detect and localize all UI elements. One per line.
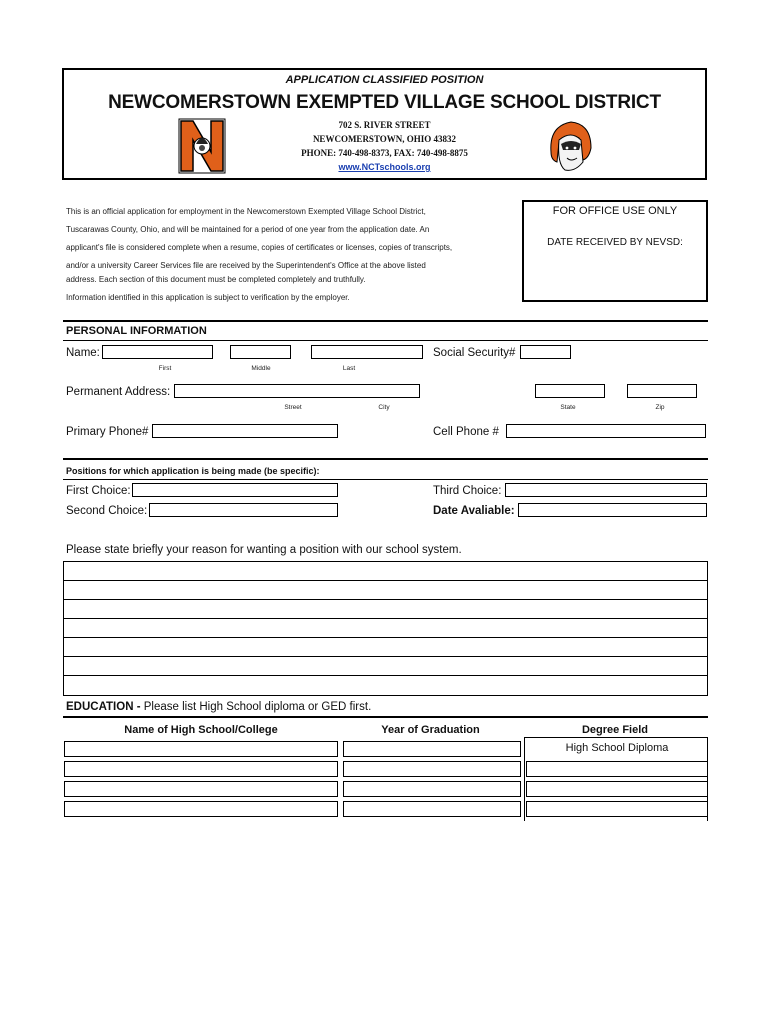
zip-caption: Zip (655, 404, 665, 411)
school-input[interactable] (64, 761, 338, 777)
year-input[interactable] (343, 801, 521, 817)
positions-title: Positions for which application is being made (be specific): (66, 466, 320, 476)
section-divider (63, 340, 708, 341)
school-input[interactable] (64, 781, 338, 797)
first-name-input[interactable] (102, 345, 213, 359)
cell-phone-input[interactable] (506, 424, 706, 438)
ssn-label: Social Security# (433, 347, 516, 359)
intro-line-1: This is an official application for employment in the Newcomerstown Exempted Village School District, (66, 207, 426, 216)
section-divider (63, 458, 708, 460)
reason-prompt: Please state briefly your reason for wanting a position with our school system. (66, 544, 462, 556)
street-caption: Street (284, 404, 302, 411)
reason-line[interactable] (64, 562, 707, 581)
intro-line-2: Tuscarawas County, Ohio, and will be maintained for a period of one year from the application date. An (66, 225, 430, 234)
reason-textarea[interactable] (63, 561, 708, 696)
address-street: 702 S. RIVER STREET (338, 120, 431, 130)
table-row (63, 759, 708, 779)
school-input[interactable] (64, 801, 338, 817)
section-divider (63, 320, 708, 322)
header-box (62, 68, 707, 180)
primary-phone-input[interactable] (152, 424, 338, 438)
name-label: Name: (66, 347, 100, 359)
section-divider (63, 479, 708, 480)
address-city: NEWCOMERSTOWN, OHIO 43832 (312, 134, 457, 144)
school-input[interactable] (64, 741, 338, 757)
intro-line-6: Information identified in this application is subject to verification by the employer. (66, 293, 350, 302)
intro-line-4: and/or a university Career Services file are received by the Superintendent's Office at the above listed (66, 261, 426, 270)
second-choice-input[interactable] (149, 503, 338, 517)
intro-line-3: applicant's file is considered complete when a resume, copies of certificates or licenses, copies of transcripts, (66, 243, 453, 252)
office-use-box (522, 200, 708, 302)
cell-phone-label: Cell Phone # (433, 426, 499, 438)
primary-phone-label: Primary Phone# (66, 426, 149, 438)
col-degree-header: Degree Field (581, 724, 649, 736)
phone-fax: PHONE: 740-498-8373, FAX: 740-498-8875 (301, 148, 468, 158)
street-input[interactable] (174, 384, 420, 398)
n-letter-logo-icon (178, 118, 226, 174)
third-choice-label: Third Choice: (433, 485, 502, 497)
reason-line[interactable] (64, 619, 707, 638)
degree-input[interactable] (526, 801, 708, 817)
reason-line[interactable] (64, 657, 707, 676)
year-input[interactable] (343, 781, 521, 797)
reason-line[interactable] (64, 581, 707, 600)
first-choice-label: First Choice: (66, 485, 131, 497)
year-input[interactable] (343, 761, 521, 777)
middle-name-input[interactable] (230, 345, 291, 359)
address-label: Permanent Address: (66, 386, 171, 398)
zip-input[interactable] (627, 384, 697, 398)
education-header-row (63, 721, 708, 739)
ssn-input[interactable] (520, 345, 571, 359)
col-year-header: Year of Graduation (381, 724, 480, 736)
intro-line-5: address. Each section of this document must be completed completely and truthfully. (66, 275, 366, 284)
education-title-bold: EDUCATION - (66, 701, 144, 713)
date-available-label: Date Avaliable: (433, 505, 515, 517)
year-input[interactable] (343, 741, 521, 757)
website-link[interactable]: www.NCTschools.org (338, 162, 431, 172)
second-choice-label: Second Choice: (66, 505, 148, 517)
district-title: NEWCOMERSTOWN EXEMPTED VILLAGE SCHOOL DISTRICT (108, 92, 661, 113)
reason-line[interactable] (64, 676, 707, 695)
first-choice-input[interactable] (132, 483, 338, 497)
state-input[interactable] (535, 384, 605, 398)
middle-caption: Middle (251, 365, 271, 372)
col-school-header: Name of High School/College (124, 724, 278, 736)
table-row (63, 739, 708, 759)
education-title-rest: Please list High School diploma or GED first. (143, 701, 372, 713)
reason-line[interactable] (64, 600, 707, 619)
education-table (63, 718, 708, 819)
degree-input[interactable] (526, 761, 708, 777)
office-use-title: FOR OFFICE USE ONLY (552, 205, 678, 217)
education-title (66, 701, 371, 713)
state-caption: State (560, 404, 576, 411)
degree-input[interactable]: High School Diploma (565, 742, 669, 754)
city-caption: City (378, 404, 390, 411)
degree-input[interactable] (526, 781, 708, 797)
form-subtitle: APPLICATION CLASSIFIED POSITION (285, 74, 484, 86)
first-caption: First (158, 365, 172, 372)
third-choice-input[interactable] (505, 483, 707, 497)
table-row (63, 799, 708, 819)
personal-info-title: PERSONAL INFORMATION (66, 325, 207, 337)
last-caption: Last (342, 365, 356, 372)
table-row (63, 779, 708, 799)
trojan-mascot-icon (545, 118, 595, 174)
last-name-input[interactable] (311, 345, 423, 359)
date-received-label: DATE RECEIVED BY NEVSD: (547, 237, 683, 248)
reason-line[interactable] (64, 638, 707, 657)
date-available-input[interactable] (518, 503, 707, 517)
